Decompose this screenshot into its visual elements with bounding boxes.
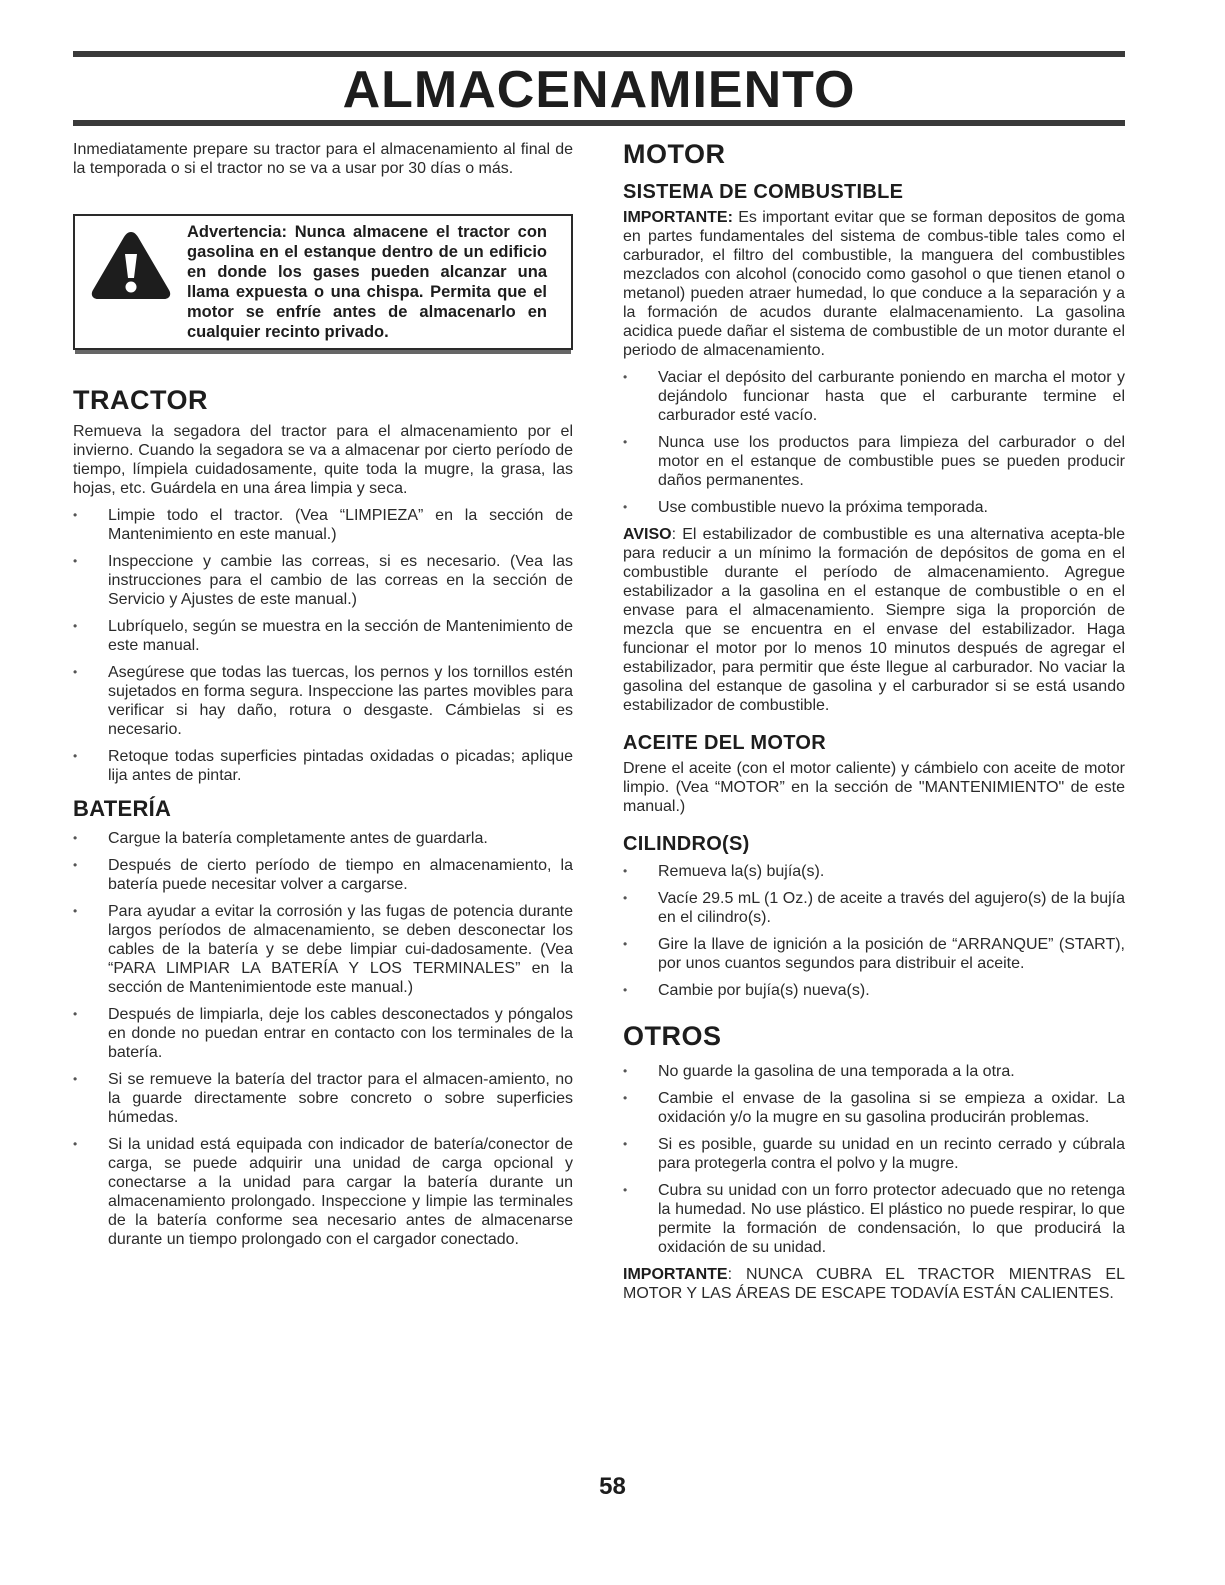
list-item: • Cubra su unidad con un forro protector adecuado que no retenga la humedad. No use plástico. El plástico no puede respirar, lo que permite la formación de condensación, lo que producirá la oxidación de su unidad.	[623, 1181, 1125, 1257]
bateria-list	[73, 829, 573, 1249]
list-item: • Si la unidad está equipada con indicador de batería/conector de carga, se puede adquirir una unidad de carga opcional y conectarse a la unidad para cargar la batería durante un almacenamiento prolongado. Inspeccione y limpie las terminales de la batería conforme sea necesario antes de almacenarse durante un tiempo prolongado con el cargador conectado.	[73, 1135, 573, 1249]
cilindros-heading: CILINDRO(S)	[623, 833, 750, 855]
important-label: IMPORTANTE:	[623, 209, 733, 226]
list-item: • Si se remueve la batería del tractor para el almacen-amiento, no la guarde directamente sobre concreto o sobre superficies húmedas.	[73, 1070, 573, 1127]
left-column	[73, 140, 573, 1257]
otros-important-paragraph	[623, 1265, 1125, 1303]
list-item: • Retoque todas superficies pintadas oxidadas o picadas; aplique lija antes de pintar.	[73, 747, 573, 785]
warning-box	[73, 214, 573, 350]
list-item: • Si es posible, guarde su unidad en un recinto cerrado y cúbrala para protegerla contra el polvo y la mugre.	[623, 1135, 1125, 1173]
important-text: : NUNCA CUBRA EL TRACTOR MIENTRAS EL MOTOR Y LAS ÁREAS DE ESCAPE TODAVÍA ESTÁN CALIENTES.	[623, 1266, 1125, 1302]
cilindros-list	[623, 862, 1125, 1000]
list-item: • Use combustible nuevo la próxima temporada.	[623, 498, 1125, 517]
bottom-rule	[73, 120, 1125, 126]
list-item: • Limpie todo el tractor. (Vea “LIMPIEZA” en la sección de Mantenimiento en este manual.)	[73, 506, 573, 544]
list-item: • Después de cierto período de tiempo en almacenamiento, la batería puede necesitar volver a cargarse.	[73, 856, 573, 894]
list-item: • Nunca use los productos para limpieza del carburador o del motor en el estanque de combustible pues se pueden producir daños permanentes.	[623, 433, 1125, 490]
top-rule	[73, 51, 1125, 57]
otros-list	[623, 1062, 1125, 1257]
list-item: • Cambie por bujía(s) nueva(s).	[623, 981, 1125, 1000]
list-item: • Inspeccione y cambie las correas, si es necesario. (Vea las instrucciones para el cambio de las correas en la sección de Servicio y Ajustes de este manual.)	[73, 552, 573, 609]
list-item: • No guarde la gasolina de una temporada a la otra.	[623, 1062, 1125, 1081]
list-item: • Vaciar el depósito del carburante poniendo en marcha el motor y dejándolo funcionar hasta que el carburante termine el carburador esté vacío.	[623, 368, 1125, 425]
list-item: • Remueva la(s) bujía(s).	[623, 862, 1125, 881]
combustible-heading: SISTEMA DE COMBUSTIBLE	[623, 181, 904, 203]
list-item: • Después de limpiarla, deje los cables desconectados y póngalos en donde no puedan entrar en contacto con los terminales de la batería.	[73, 1005, 573, 1062]
list-item: • Cambie el envase de la gasolina si se empieza a oxidar. La oxidación y/o la mugre en su gasolina producirán problemas.	[623, 1089, 1125, 1127]
aceite-body: Drene el aceite (con el motor caliente) y cámbielo con aceite de motor limpio. (Vea “MOTOR” en la sección de "MANTENIMIENTO" de este manual.)	[623, 760, 1125, 815]
list-item: • Asegúrese que todas las tuercas, los pernos y los tornillos estén sujetados en forma segura. Inspeccione las partes movibles para verificar si hay daño, rotura o desgaste. Cámbielas si es necesario.	[73, 663, 573, 739]
list-item: • Para ayudar a evitar la corrosión y las fugas de potencia durante largos períodos de almacenamiento, se deben desconectar los cables de la batería y se debe limpiar cui-dadosamente. (Vea “PARA LIMPIAR LA BATERÍA Y LOS TERMINALES” en la sección de Mantenimientode este manual.)	[73, 902, 573, 997]
motor-heading: MOTOR	[623, 139, 726, 169]
tractor-list	[73, 506, 573, 785]
warning-triangle-icon	[89, 228, 173, 302]
aviso-paragraph	[623, 525, 1125, 715]
list-item: • Cargue la batería completamente antes de guardarla.	[73, 829, 573, 848]
important-text: Es important evitar que se forman depositos de goma en partes fundamentales del sistema de combus-tible tales como el carburador, el filtro del combustible, la manguera del combustibles mezclados con alcohol (conocido como gasohol o que tienen etanol o metanol) pueden atraer humedad, lo que conduce a la separación y a la formación de acudos durante elalmacenamiento. La gasolina acidica puede dañar el sistema de combustible de un motor durante el periodo de almacenamiento.	[623, 209, 1125, 359]
list-item: • Vacíe 29.5 mL (1 Oz.) de aceite a través del agujero(s) de la bujía en el cilindro(s).	[623, 889, 1125, 927]
bateria-heading: BATERÍA	[73, 796, 172, 821]
aceite-heading: ACEITE DEL MOTOR	[623, 732, 826, 754]
intro-paragraph: Inmediatamente prepare su tractor para el almacenamiento al final de la temporada o si el tractor no se va a usar por 30 días o más.	[73, 141, 573, 177]
combustible-list	[623, 368, 1125, 517]
page-title: ALMACENAMIENTO	[342, 61, 856, 119]
list-item: • Gire la llave de ignición a la posición de “ARRANQUE” (START), por unos cuantos segundos para distribuir el aceite.	[623, 935, 1125, 973]
combustible-important-paragraph	[623, 208, 1125, 360]
warning-box-shadow	[75, 350, 571, 354]
aviso-text: : El estabilizador de combustible es una alternativa acepta-ble para reducir a un mínimo la formación de depósitos de goma en el combustible durante el período de almacenamiento. Agregue estabilizador a la gasolina en el estanque de combustible o en el envase para el almacenamiento. Siempre siga la proporción de mezcla que se encuentra en el envase del estabilizador. Haga funcionar el motor por lo menos 10 minutos después de agregar el estabilizador, para permitir que éste llegue al carburador. No vaciar la gasolina del estanque de gasolina y el carburador si se está usando estabilizador de combustible.	[623, 526, 1125, 714]
page-number: 58	[599, 1473, 626, 1500]
warning-text: Advertencia: Nunca almacene el tractor con gasolina en el estanque dentro de un edificio en donde los gases pueden alcanzar una llama expuesta o una chispa. Permita que el motor se enfríe antes de almacenarlo en cualquier recinto privado.	[187, 223, 547, 341]
aviso-label: AVISO	[623, 526, 672, 543]
otros-heading: OTROS	[623, 1021, 722, 1051]
tractor-heading: TRACTOR	[73, 385, 208, 415]
tractor-body: Remueva la segadora del tractor para el almacenamiento por el invierno. Cuando la segadora se va a almacenar por cierto período de tiempo, límpiela cuidadosamente, quite toda la mugre, la grasa, las hojas, etc. Guárdela en una área limpia y seca.	[73, 423, 573, 497]
right-column	[623, 140, 1125, 1303]
list-item: • Lubríquelo, según se muestra en la sección de Mantenimiento de este manual.	[73, 617, 573, 655]
important-label: IMPORTANTE	[623, 1266, 728, 1283]
